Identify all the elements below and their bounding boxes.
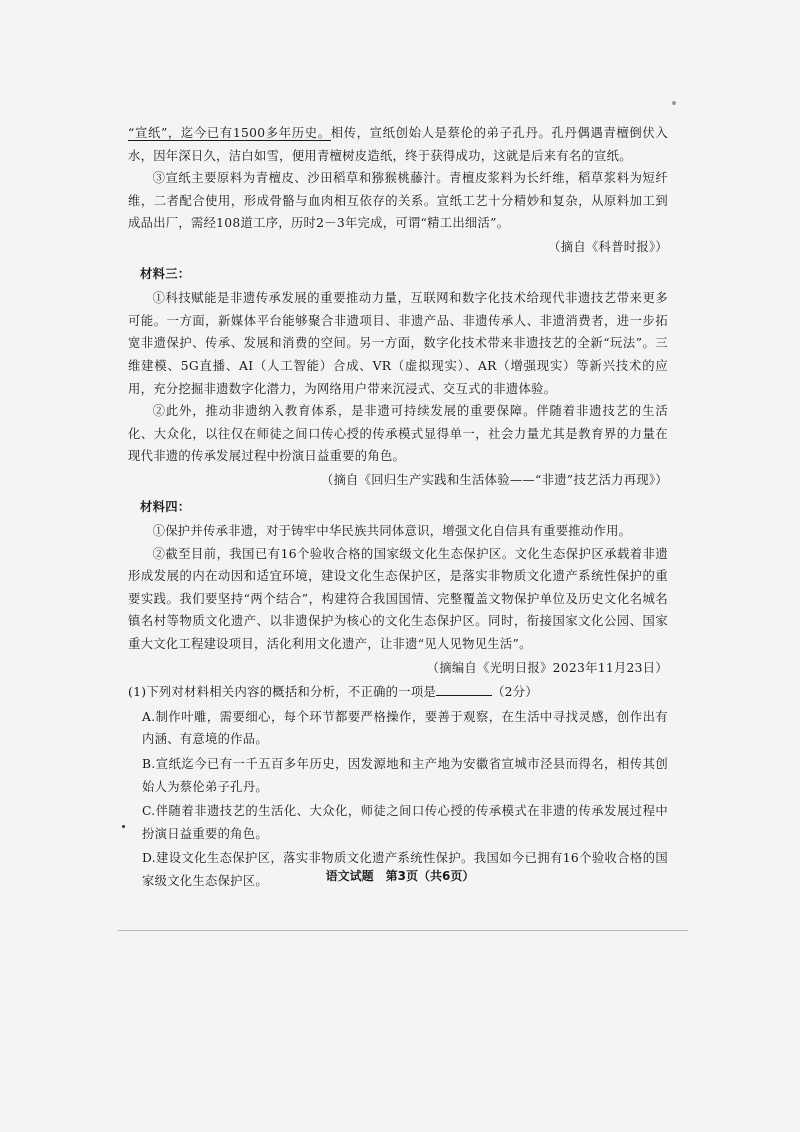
option-text: 宣纸迄今已有一千五百多年历史，因发源地和主产地为安徽省宣城市泾县而得名，相传其创始人为蔡伦弟子孔丹。 [142, 757, 668, 794]
material3-paragraph-2: ②此外，推动非遗纳入教育体系，是非遗可持续发展的重要保障。伴随着非遗技艺的生活化、大众化，以往仅在师徒之间口传心授的传承模式显得单一，社会力量尤其是教育界的力量在现代非遗的传承发展过程中扮演日益重要的角色。 [128, 404, 668, 464]
answer-blank[interactable] [436, 681, 492, 696]
option-letter: C. [142, 804, 156, 819]
option-c[interactable] [128, 800, 668, 845]
page-footer: 语文试题 第3页（共6页） [325, 869, 475, 883]
underlined-phrase: “宣纸”，迄今已有1500多年历史。 [128, 126, 331, 140]
material2-continuation [128, 122, 668, 167]
material2-source: （摘自《科普时报》） [548, 239, 668, 254]
material3-heading: 材料三： [140, 265, 191, 281]
material2-text: 相传，宣纸创始人是蔡伦的弟子孔丹。孔丹偶遇青檀倒伏入水，因年深日久，洁白如雪，便用青檀树皮造纸，终于获得成功，这就是后来有名的宣纸。 [128, 126, 668, 163]
material4-paragraph-2: ②截至目前，我国已有16个验收合格的国家级文化生态保护区。文化生态保护区承载着非遗形成发展的内在动因和适宜环境，建设文化生态保护区，是落实非物质文化遗产系统性保护的重要实践。我们要坚持“两个结合”，构建符合我国国情、完整覆盖文物保护单位及历史文化名城名镇名村等物质文化遗产、以非遗保护为核心的文化生态保护区。同时，衔接国家文化公园、国家重大文化工程建设项目，活化利用文化遗产，让非遗“见人见物见生活”。 [128, 546, 668, 652]
scan-edge-line [118, 930, 688, 931]
question-score: （2分） [492, 685, 538, 700]
page-content [128, 122, 668, 893]
option-b[interactable] [128, 753, 668, 798]
material4-heading: 材料四： [140, 498, 191, 514]
material3-source: （摘自《回归生产实践和生活体验——“非遗”技艺活力再现》） [320, 472, 668, 487]
material4-paragraph-1: ①保护并传承非遗，对于铸牢中华民族共同体意识，增强文化自信具有重要推动作用。 [152, 524, 632, 539]
option-text: 伴随着非遗技艺的生活化、大众化，师徒之间口传心授的传承模式在非遗的传承发展过程中扮演日益重要的角色。 [142, 804, 668, 841]
pen-mark [122, 825, 125, 828]
material2-paragraph-3: ③宣纸主要原料为青檀皮、沙田稻草和猕猴桃藤汁。青檀皮浆料为长纤维，稻草浆料为短纤维，二者配合使用，形成骨骼与血肉相互依存的关系。宣纸工艺十分精妙和复杂，从原料加工到成品出厂，需经108道工序，历时2－3年完成，可谓“精工出细活”。 [128, 171, 668, 231]
option-letter: D. [142, 851, 156, 866]
material4-source: （摘编自《光明日报》2023年11月23日） [426, 660, 668, 675]
material3-paragraph-1: ①科技赋能是非遗传承发展的重要推动力量，互联网和数字化技术给现代非遗技艺带来更多可能。一方面，新媒体平台能够聚合非遗项目、非遗产品、非遗传承人、非遗消费者，进一步拓宽非遗保护、传承、发展和消费的空间。另一方面，数字化技术带来非遗技艺的全新“玩法”。三维建模、5G直播、AI（人工智能）合成、VR（虚拟现实）、AR（增强现实）等新兴技术的应用，充分挖掘非遗数字化潜力，为网络用户带来沉浸式、交互式的非遗体验。 [128, 291, 668, 396]
scan-speck [672, 101, 676, 105]
question-text: (1)下列对材料相关内容的概括和分析，不正确的一项是 [128, 685, 437, 700]
option-a[interactable] [128, 706, 668, 751]
option-letter: B. [142, 757, 156, 772]
option-text: 制作叶雕，需要细心，每个环节都要严格操作，要善于观察，在生活中寻找灵感，创作出有内涵、有意境的作品。 [142, 709, 668, 747]
option-letter: A. [142, 709, 156, 724]
option-text: 建设文化生态保护区，落实非物质文化遗产系统性保护。我国如今已拥有16个验收合格的国家级文化生态保护区。 [142, 851, 668, 888]
question-stem [128, 681, 668, 704]
